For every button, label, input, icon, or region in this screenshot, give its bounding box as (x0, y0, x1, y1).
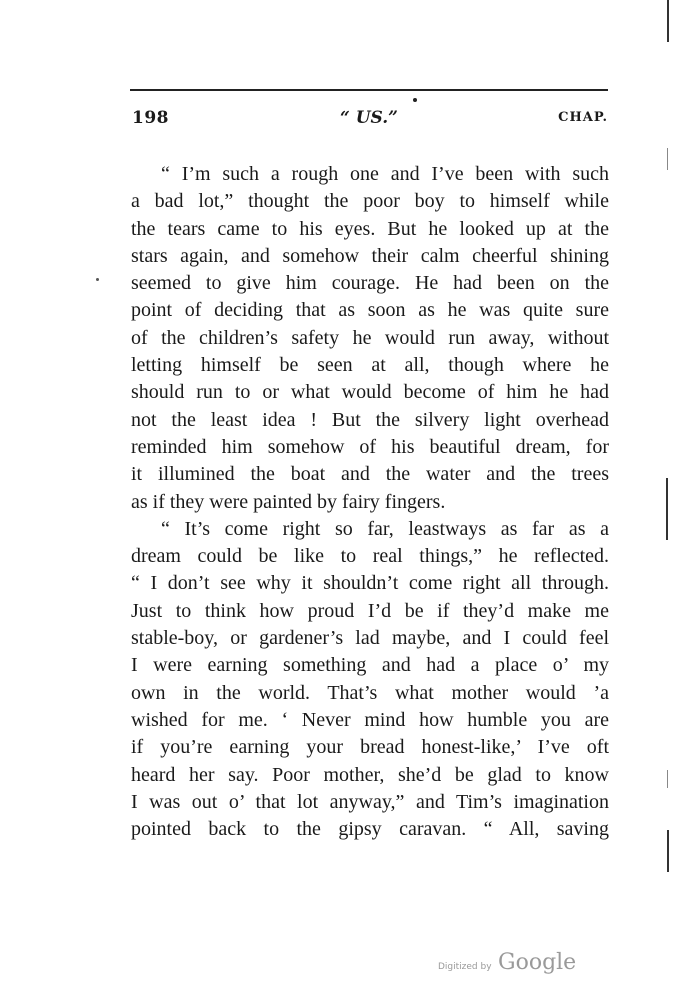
text-line: point of deciding that as soon as he was quite sure (131, 299, 609, 322)
text-line: it illumined the boat and the water and the trees (131, 463, 609, 486)
header-rule (130, 89, 608, 91)
text-line: “ I don’t see why it shouldn’t come right all through. (131, 572, 609, 595)
text-line: own in the world. That’s what mother would ’a (131, 681, 609, 704)
text-line: should run to or what would become of him he had (131, 381, 609, 404)
digitized-by-text: Digitized by (438, 962, 492, 972)
scan-margin-mark (667, 148, 668, 170)
digitized-footer (438, 950, 588, 980)
text-line: letting himself be seen at all, though where he (131, 354, 609, 377)
text-line: dream could be like to real things,” he reflected. (131, 545, 609, 568)
text-line: pointed back to the gipsy caravan. “ All, saving (131, 818, 609, 841)
scan-margin-mark (667, 830, 669, 872)
text-line: Just to think how proud I’d be if they’d make me (131, 599, 609, 622)
chapter-label: CHAP. (558, 110, 608, 125)
text-line: stable-boy, or gardener’s lad maybe, and I could feel (131, 627, 609, 650)
text-line: heard her say. Poor mother, she’d be glad to know (131, 763, 609, 786)
text-line: seemed to give him courage. He had been on the (131, 272, 609, 295)
text-line: if you’re earning your bread honest-like,’ I’ve oft (131, 736, 609, 759)
page-body (131, 161, 609, 843)
text-line: reminded him somehow of his beautiful dream, for (131, 435, 609, 458)
scan-margin-mark (667, 770, 668, 788)
scan-margin-mark (667, 0, 669, 42)
text-line: as if they were painted by fairy fingers. (131, 490, 446, 513)
text-line: not the least idea ! But the silvery light overhead (131, 408, 609, 431)
running-title: “ US.” (340, 108, 398, 128)
text-line: I were earning something and had a place o’ my (131, 654, 609, 677)
page-number: 198 (132, 108, 169, 128)
text-line: “ It’s come right so far, leastways as far as a (161, 517, 609, 540)
print-speck (413, 98, 417, 102)
text-line: a bad lot,” thought the poor boy to himself while (131, 190, 609, 213)
text-line: of the children’s safety he would run away, without (131, 326, 609, 349)
scan-speck (96, 278, 99, 281)
running-header (130, 108, 608, 132)
text-line: wished for me. ‘ Never mind how humble you are (131, 708, 609, 731)
text-line: I was out o’ that lot anyway,” and Tim’s imagination (131, 790, 609, 813)
text-line: “ I’m such a rough one and I’ve been with such (161, 163, 609, 185)
text-line: the tears came to his eyes. But he looked up at the (131, 217, 609, 240)
scan-margin-mark (666, 478, 668, 540)
google-logo: Google (498, 950, 577, 975)
text-line: stars again, and somehow their calm cheerful shining (131, 244, 609, 267)
